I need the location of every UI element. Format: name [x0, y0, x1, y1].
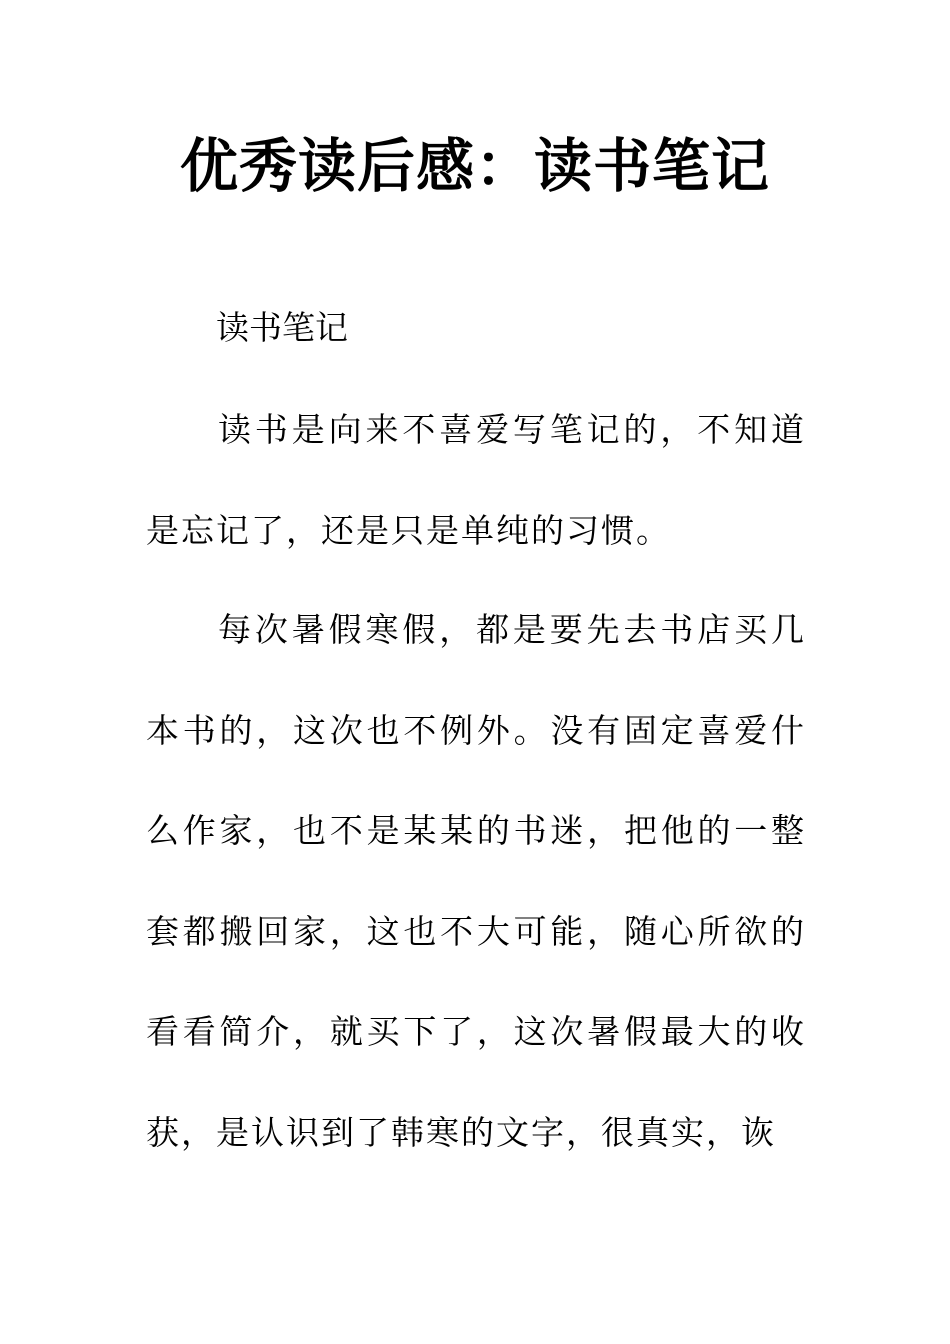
section-heading: 读书笔记	[216, 308, 348, 347]
paragraph: 每次暑假寒假，都是要先去书店买几本书的，这次也不例外。没有固定喜爱什么作家，也不是某某的书迷，把他的一整套都搬回家，这也不大可能，随心所欲的看看简介，就买下了，这次暑假最大的收获，是认识到了韩寒的文字，很真实，诙	[146, 610, 806, 1152]
paragraph: 读书是向来不喜爱写笔记的，不知道是忘记了，还是只是单纯的习惯。	[146, 410, 806, 550]
document-title: 优秀读后感：读书笔记	[179, 132, 770, 200]
